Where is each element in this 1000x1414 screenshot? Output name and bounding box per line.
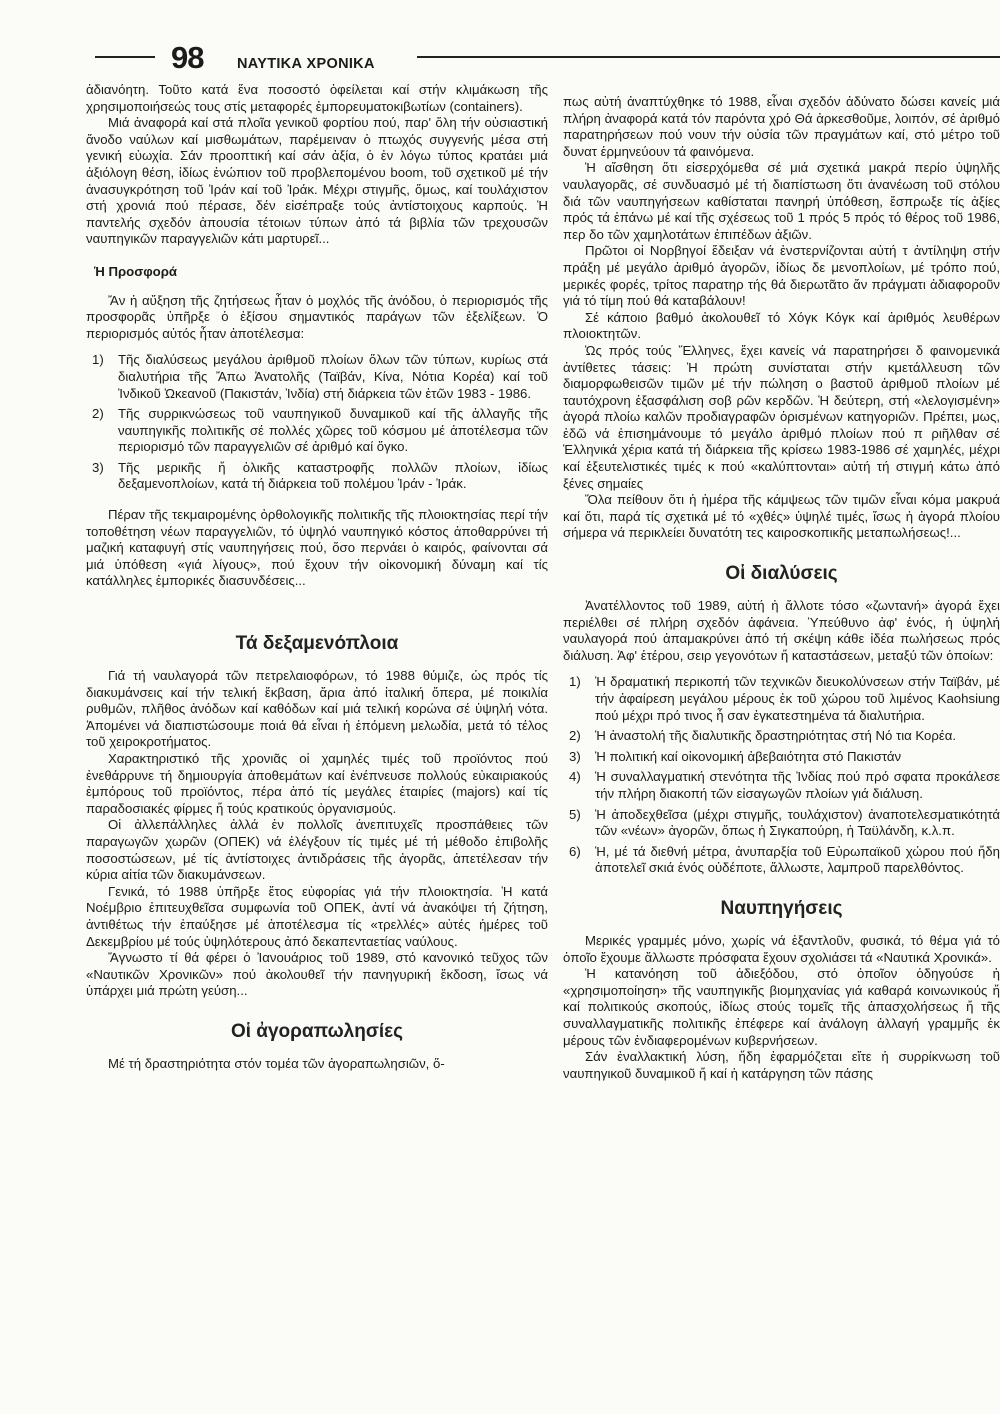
list-text: Ἡ δραματική περικοπή τῶν τεχνικῶν διευκολύνσεων στήν Ταϊβάν, μέ τήν ἀφαίρεση μεγάλου μέρους ἐκ τοῦ χώρου τοῦ λιμένος Kaohsiung πού μέχρι πρό τινος ἦ σαν ἐγκατεστημένα τά διαλυτήρια. xyxy=(595,674,1000,723)
paragraph: Ἡ αἴσθηση ὅτι εἰσερχόμεθα σέ μιά σχετικά μακρά περίο ὑψηλῆς ναυλαγορᾶς, σέ συνδυασμό μέ τή διαπίστωση ὅτι ἀνανέωση τοῦ στόλου διά τῶν ναυπηγήσεων καθίσταται πανηρή ὑπόθεση, ἔσπρωξε τίς ἀξίες πρός τά ἐπάνω μέ καί τῆς σχέσεως τοῦ 1 πρός 5 πρός τό θέρος τοῦ 1986, περ δο τῶν χαμηλοτάτων ἐπιπέδων ἀξιῶν. xyxy=(563,160,1000,242)
paragraph: Ἀνατέλλοντος τοῦ 1989, αὐτή ἡ ἄλλοτε τόσο «ζωντανή» ἀγορά ἔχει περιέλθει σέ πλήρη σχεδόν ἀφάνεια. Ὑπεύθυνο ἀφ' ἑνός, ἡ ὑψηλή ναυλαγορά πού ἀπαμακρύνει ἀπό τή σκέψη κάθε ἰδέα πωλήσεως πρός διάλυση. Ἀφ' ἑτέρου, σειρ γεγονότων ἤ καταστάσεων, μεταξύ τῶν ὁποίων: xyxy=(563,598,1000,663)
section-heading-tankers: Τά δεξαμενόπλοια xyxy=(235,633,399,655)
paragraph: Χαρακτηριστικό τῆς χρονιᾶς οἱ χαμηλές τιμές τοῦ προϊόντος πού ἐνεθάρρυνε τή δημιουργία ἀποθεμάτων καί ἐνέπνευσε πολλούς εὐκαιριακούς ἐμπόρους τοῦ προϊόντος, πέρα ἀπό τίς μεγάλες ἑταιρίες (majors) καί τίς παραδοσιακές φίρμες ἤ τούς κρατικούς ὀργανισμούς. xyxy=(86,751,548,816)
paragraph: Μερικές γραμμές μόνο, χωρίς νά ἐξαντλοῦν, φυσικά, τό θέμα γιά τό ὁποῖο ἔχουμε ἄλλωστε πρόσφατα ἔχουν σχολιάσει τά «Ναυτικά Χρονικά». xyxy=(563,932,1000,965)
list-text: Ἡ ἀναστολή τῆς διαλυτικῆς δραστηριότητας στή Νό τια Κορέα. xyxy=(595,728,957,744)
list-number: 2) xyxy=(569,728,581,744)
paragraph: Ὡς πρός τούς Ἕλληνες, ἔχει κανείς νά παρατηρήσει δ φαινομενικά ἀντίθετες τάσεις: Ἡ πρώτη συνίσταται στήν κμετάλλευση τῶν διαμορφωθεισῶν τιμῶν μέ τήν πώληση ο βαστοῦ ἀριθμοῦ πλοίων μέ ταυτόχρονη ἐξασφάλιση σοβ ρῶν κερδῶν. Ἡ δεύτερη, στή «λελογισμένη» ἀγορά πλοίω καλῶν προδιαγραφῶν ὁρισμένων κατηγοριῶν. Πρέπει, μως, ἐδῶ νά ἐπισημάνουμε τό μεγάλο ἀριθμό πλοίων πού π ριῆλθαν σέ Ἑλληνικά χέρια κατά τή διάρκεια τῆς κρίσεω 1983-1986 σέ χαμηλές, μέχρι καί ἐξευτελιστικές τιμές κ πού «καλύπτονται» αὐτή τή στιγμή κάτω ἀπό ξένες σημαίες xyxy=(563,342,1000,491)
paragraph: Οἱ ἀλλεπάλληλες ἀλλά ἐν πολλοῖς ἀνεπιτυχεῖς προσπάθειες τῶν παραγωγῶν χωρῶν (ΟΠΕΚ) νά ἐλέγξουν τίς τιμές μέ τή μέθοδο ἐπιβολῆς ποσοστώσεων, μέ τίς ἀντίστοιχες ἀντιδράσεις τῆς ἀγορᾶς, ἀπετέλεσαν τήν κύρια αἰτία τῶν διακυμάνσεων. xyxy=(86,817,548,883)
section-heading-sales: Οἱ ἀγοραπωλησίες xyxy=(230,1020,404,1042)
magazine-title: ΝΑΥΤΙΚΑ ΧΡΟΝΙΚΑ xyxy=(237,56,375,72)
list-number: 1) xyxy=(569,674,581,690)
list-number: 2) xyxy=(92,406,104,422)
left-column xyxy=(86,82,548,1073)
paragraph: Γενικά, τό 1988 ὑπῆρξε ἔτος εὐφορίας γιά τήν πλοιοκτησία. Ἡ κατά Νοέμβριο ἐπιτευχθεῖσα συμφωνία τοῦ ΟΠΕΚ, ἀντί νά ἀνακόψει τή ζήτηση, ἀντιθέτως τήν ἐπαύξησε μέ ἀποτέλεσμα τίς «τρελλές» αὐτές ἡμέρες τοῦ Δεκεμβρίου μέ τούς ὑψηλότερους ἀπό δεκαπενταετίας ναύλους. xyxy=(86,883,548,949)
list-item xyxy=(86,406,548,456)
paragraph: Μιά ἀναφορά καί στά πλοῖα γενικοῦ φορτίου πού, παρ' ὅλη τήν οὐσιαστική ἄνοδο ναύλων καί μισθωμάτων, παρέμειναν ὁ πτωχός συγγενής μέσα στή γενική εὐωχία. Σάν προοπτική καί σάν ἀξία, ὁ ἐν λόγω τύπος κρατάει μιά ἀξιόλογη θέση, ἰδίως ἐνώπιον τοῦ προβλεπομένου boom, τοῦ σχετικοῦ μέ τήν ἀνασυγκρότηση τοῦ Ἰράν καί τοῦ Ἰράκ. Μέχρι στιγμῆς, ὅμως, καί τουλάχιστον στή χρονιά πού πέρασε, δέν εἰσέπραξε τούς ἀντίστοιχους καρπούς. Ἡ παντελής σχεδόν ἀπουσία τέτοιων τύπων ἀπό τά βιβλία τῶν τρεχουσῶν ναυπηγικῶν παραγγελιῶν κάτι μαρτυρεῖ... xyxy=(86,115,548,247)
paragraph: Ἡ κατανόηση τοῦ ἀδιεξόδου, στό ὁποῖον ὁδηγούσε ἡ «χρησιμοποίηση» τῆς ναυπηγικῆς βιομηχανίας γιά καθαρά κοινωνικούς ἤ καί πολιτικούς σκοπούς, ἰδίως στούς τομεῖς τῆς ἀπασχολήσεως ἤ τῆς συναλλαγματικῆς πολιτικῆς ἐπέφερε καί ἀνάλογη ἀλλαγή γραμμῆς ἐκ μέρους τῶν ἐνδιαφερομένων κυβερνήσεων. xyxy=(563,966,1000,1048)
list-text: Ἡ συναλλαγματική στενότητα τῆς Ἰνδίας πού πρό σφατα προκάλεσε τήν πλήρη διακοπή τῶν εἰσαγωγῶν πλοίων γιά διάλυση. xyxy=(595,769,1000,801)
list-text: Ἡ πολιτική καί οἰκονομική ἀβεβαιότητα στό Πακιστάν xyxy=(595,748,902,764)
list-item xyxy=(563,769,1000,802)
list-text: Τῆς μερικῆς ἤ ὁλικῆς καταστροφῆς πολλῶν πλοίων, ἰδίως δεξαμενοπλοίων, κατά τή διάρκεια τοῦ πολέμου Ἰράν - Ἰράκ. xyxy=(118,459,548,492)
list-item xyxy=(86,352,548,402)
list-text: Τῆς διαλύσεως μεγάλου ἀριθμοῦ πλοίων ὅλων τῶν τύπων, κυρίως στά διαλυτήρια τῆς Ἄπω Ἀνατολῆς (Ταϊβάν, Κίνα, Νότια Κορέα) καί τοῦ Ἰνδικοῦ Ὠκεανοῦ (Πακιστάν, Ἰνδία) στή διάρκεια τῶν ἐτῶν 1983 - 1986. xyxy=(118,352,548,401)
section-heading-scrapping: Οἱ διαλύσεις xyxy=(725,563,838,585)
list-item xyxy=(563,844,1000,877)
list-text: Τῆς συρρικνώσεως τοῦ ναυπηγικοῦ δυναμικοῦ καί τῆς ἀλλαγῆς τῆς ναυπηγικῆς πολιτικῆς σέ πολλές χῶρες τοῦ κόσμου μέ ἀποτέλεσμα τῶν περιορισμό τῶν παραγγελιῶν σέ ἀριθμό καί ὄγκο. xyxy=(118,406,548,455)
list-number: 1) xyxy=(92,352,104,368)
list-number: 3) xyxy=(92,459,104,475)
right-column xyxy=(563,94,1000,1354)
paragraph: Ἄν ἡ αὔξηση τῆς ζητήσεως ἦταν ὁ μοχλός τῆς ἀνόδου, ὁ περιορισμός τῆς προσφορᾶς ὑπῆρξε ὁ ἐξίσου σημαντικός παράγων τῶν ἐξελίξεων. Ὁ περιορισμός αὐτός ἦταν ἀποτέλεσμα: xyxy=(86,292,548,341)
paragraph: Πέραν τῆς τεκμαιρομένης ὀρθολογικῆς πολιτικῆς τῆς πλοιοκτησίας περί τήν τοποθέτηση νέων παραγγελιῶν, τό ὑψηλό ναυπηγικό κόστος ἀποθαρρύνει τή μαζική καταφυγή στίς ναυπηγήσεις πού, ὅσο περνάει ὁ καιρός, φαίνονται σά μιά ὑπόθεση «γιά λίγους», πού ἔχουν τήν οἰκονομική δύναμη καί τίς κατάλληλες ἐμπορικές διασυνδέσεις... xyxy=(86,507,548,589)
paragraph: Σέ κάποιο βαθμό ἀκολουθεῖ τό Χόγκ Κόγκ καί ἀριθμός λευθέρων πλοιοκτητῶν. xyxy=(563,309,1000,342)
paragraph: πως αὐτή ἀναπτύχθηκε τό 1988, εἶναι σχεδόν ἀδύνατο δώσει κανείς μιά πλήρη ἀναφορά κατά τόν παρόντα χρό Θά ἀρκεσθοῦμε, λοιπόν, σέ ἀριθμό παρατηρήσεων πού νουν τήν οὐσία τῶν πραγμάτων καί, στό μέτρο τοῦ δυνατ ἑρμηνεύουν τά φαινόμενα. xyxy=(563,94,1000,159)
scrapping-list xyxy=(563,674,1000,877)
list-text: Ἡ ἀποδεχθεῖσα (μέχρι στιγμῆς, τουλάχιστον) ἀναποτελεσματικότητά τῶν «νέων» ἀγορῶν, ὅπως ἡ Σιγκαπούρη, ἡ Ταϋλάνδη, κ.λ.π. xyxy=(595,806,1000,839)
page-header xyxy=(95,38,1000,78)
section-heading-shipbuilding: Ναυπηγήσεις xyxy=(720,897,843,919)
list-number: 3) xyxy=(569,748,581,764)
supply-list xyxy=(86,352,548,493)
paragraph: ἀδιανόητη. Τοῦτο κατά ἕνα ποσοστό ὀφείλεται καί στήν κλιμάκωση τῆς χρησιμοποιήσεώς τους στίς μεταφορές ἐμπορευματοκιβωτίων (containers). xyxy=(86,82,548,114)
list-number: 5) xyxy=(569,806,581,822)
paragraph: Μέ τή δραστηριότητα στόν τομέα τῶν ἀγοραπωλησιῶν, ὅ- xyxy=(108,1055,445,1071)
subheading-supply: Ἡ Προσφορά xyxy=(94,263,177,279)
header-rule-right xyxy=(417,56,1000,58)
paragraph: Πρῶτοι οἱ Νορβηγοί ἔδειξαν νά ἐνστερνίζονται αὐτή τ ἀντίληψη στήν πράξη μέ μεγάλο ἀριθμό ἀγορῶν, ἰδίως δε μενοπλοίων, μέ τρόπο πού, μερικές φορές, τρίτος παρατηρ τής θά διερωτᾶτο ἄν πράγματι ἀδιαφοροῦν γιά τό τίμη πού θά καταβάλουν! xyxy=(563,243,1000,309)
list-item xyxy=(563,674,1000,724)
list-item xyxy=(563,749,1000,766)
list-item xyxy=(86,460,548,493)
paragraph: Γιά τή ναυλαγορά τῶν πετρελαιοφόρων, τό 1988 θύμιζε, ὡς πρός τίς διακυμάνσεις καί τήν τελική ἔκβαση, ἄρια ἀπό ἰταλική ὄπερα, μέ ποικιλία ρυθμῶν, πλῆθος ἀνόδων καί καθόδων καί μιά τελική κορώνα σέ ὑψηλή νότα. Ἀπομένει νά διαπιστώσουμε ποιά θά εἶναι ἡ ἑπόμενη μελωδία, μετά τό τέλος τοῦ χειροκροτήματος. xyxy=(86,668,548,750)
list-item xyxy=(563,728,1000,745)
list-number: 6) xyxy=(569,843,581,859)
header-rule-left xyxy=(95,56,155,58)
paragraph: Ὅλα πείθουν ὅτι ἡ ἡμέρα τῆς κάμψεως τῶν τιμῶν εἶναι κόμα μακρυά καί ὅτι, παρά τίς σχετικά μέ τό «χθές» ὑψηλέ τιμές, ἴσως ἡ ἀγορά πλοίου σήμερα νά περικλείει δυνατότη τες καιροσκοπικῆς μεταπωλήσεως!... xyxy=(563,492,1000,541)
paragraph: Σάν ἐναλλακτική λύση, ἤδη ἐφαρμόζεται εἴτε ἡ συρρίκνωση τοῦ ναυπηγικοῦ δυναμικοῦ ἤ καί ἡ κατάργηση τῶν πάσης xyxy=(563,1049,1000,1081)
list-item xyxy=(563,807,1000,840)
paragraph: Ἄγνωστο τί θά φέρει ὁ Ἰανουάριος τοῦ 1989, στό κανονικό τεῦχος τῶν «Ναυτικῶν Χρονικῶν» πού ἀκολουθεῖ τήν πανηγυρική ἔκδοση, ἴσως νά ὑπάρχει μιά πρώτη γεύση... xyxy=(86,950,548,999)
page-number: 98 xyxy=(171,40,204,75)
list-number: 4) xyxy=(569,769,581,785)
list-text: Ἡ, μέ τά διεθνή μέτρα, ἀνυπαρξία τοῦ Εὐρωπαϊκοῦ χώρου πού ἤδη ἀποτελεῖ σκιά ἑνός οὐδέποτε, ἄλλωστε, λαμπροῦ παρελθόντος. xyxy=(595,843,1000,876)
